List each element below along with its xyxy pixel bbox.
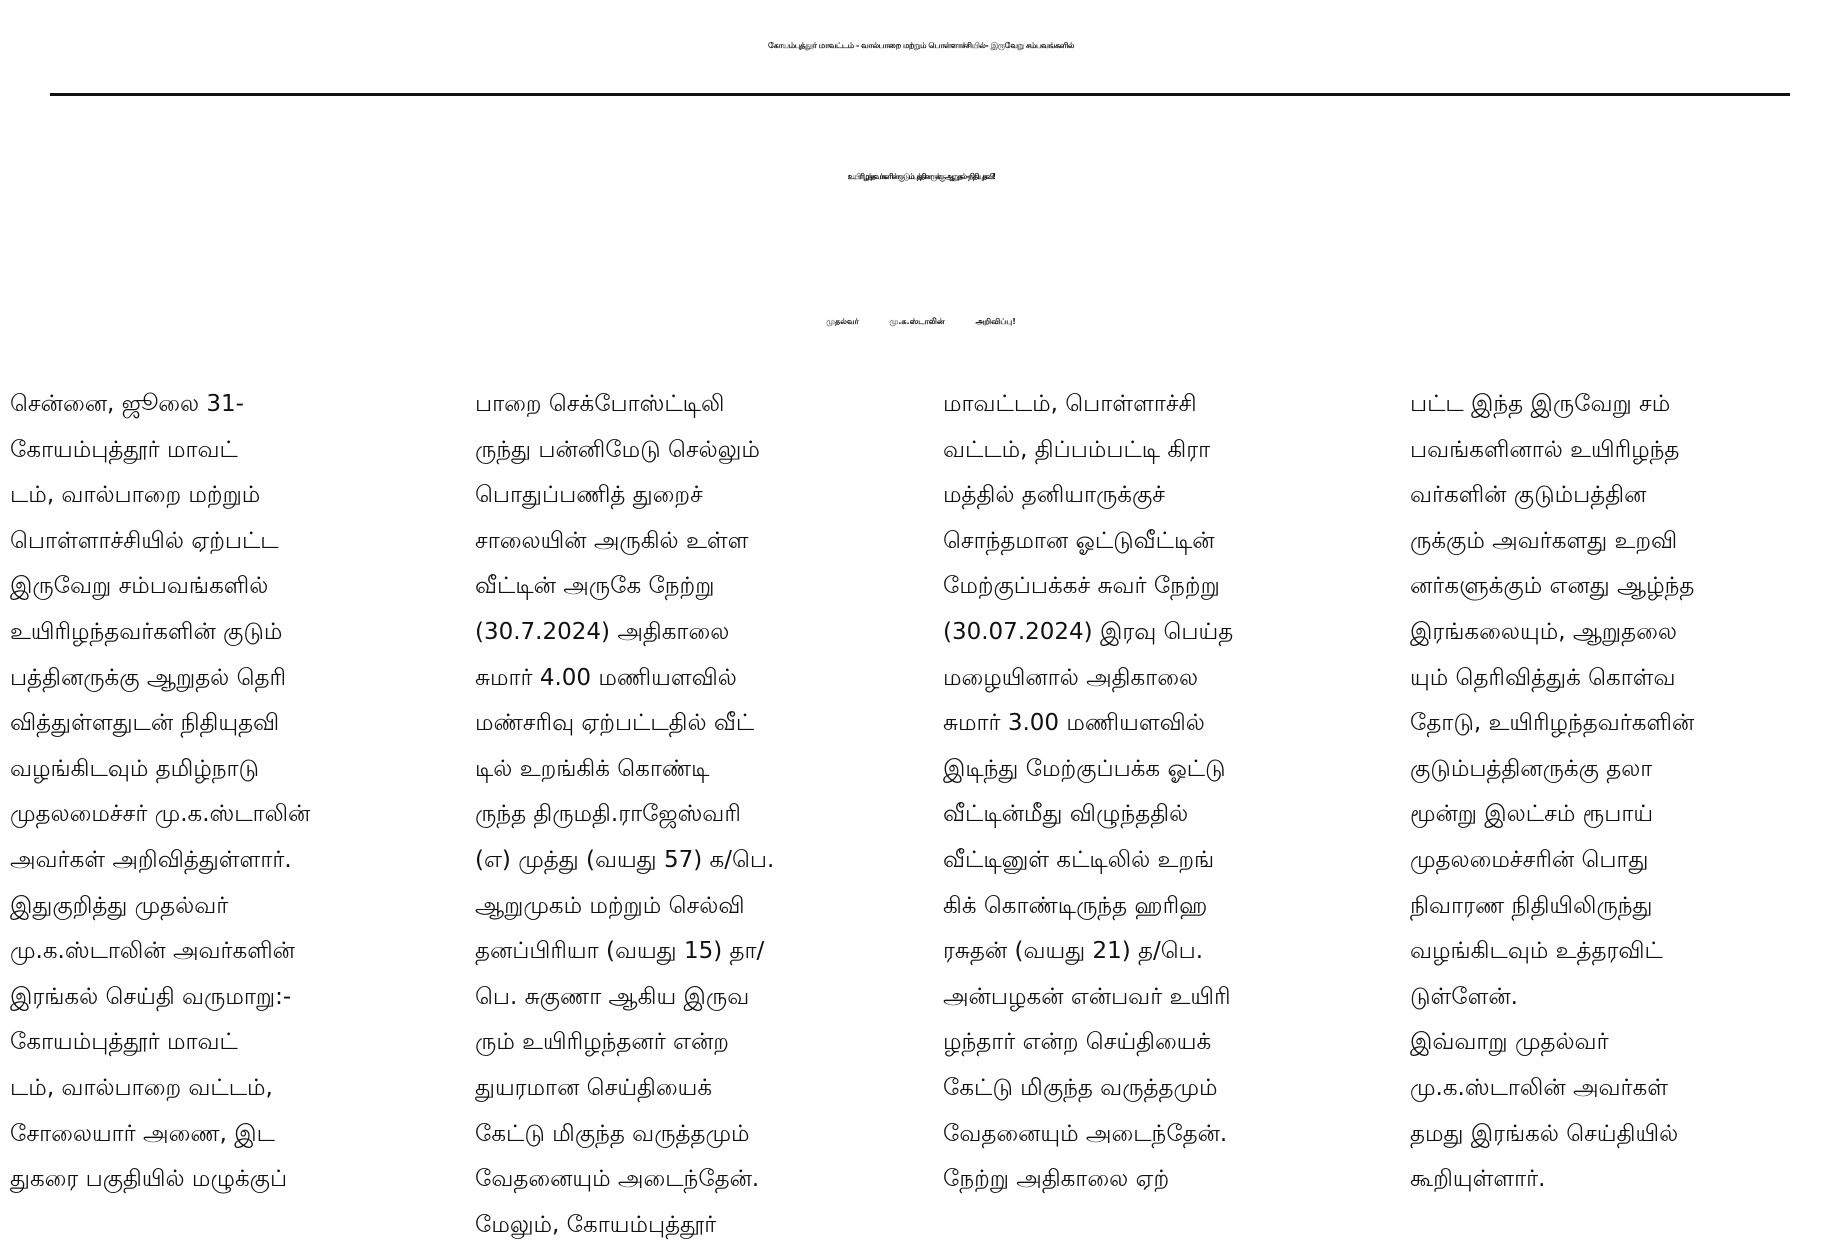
article-line: சொந்தமான ஓட்டுவீட்டின் bbox=[943, 527, 1215, 554]
article-line: (எ) முத்து (வயது 57) க/பெ. bbox=[475, 846, 775, 873]
article-column-1 bbox=[10, 382, 442, 1193]
article-line: சுமார் 4.00 மணியளவில் bbox=[475, 664, 737, 691]
article-line: வேதனையும் அடைந்தேன். bbox=[475, 1166, 760, 1193]
article-line: வழங்கிடவும் தமிழ்நாடு bbox=[10, 755, 260, 782]
article-line: மு.க.ஸ்டாலின் அவர்கள் bbox=[1410, 1074, 1668, 1101]
article-line: மத்தில் தனியாருக்குச் bbox=[943, 482, 1166, 509]
article-line: முதலமைச்சர் மு.க.ஸ்டாலின் bbox=[10, 801, 311, 828]
article-line: இவ்வாறு முதல்வர் bbox=[1410, 1029, 1609, 1056]
article-line: நிவாரண நிதியிலிருந்து bbox=[1410, 892, 1653, 919]
article-line: இரங்கல் செய்தி வருமாறு:- bbox=[10, 983, 292, 1010]
article-line: தோடு, உயிரிழந்தவர்களின் bbox=[1410, 710, 1695, 737]
article-line: சாலையின் அருகில் உள்ள bbox=[475, 527, 749, 554]
article-line: டம், வால்பாறை மற்றும் bbox=[10, 482, 261, 509]
article-line: ழந்தார் என்ற செய்தியைக் bbox=[943, 1029, 1212, 1056]
article-line: முதலமைச்சரின் பொது bbox=[1410, 846, 1649, 873]
article-line: பெ. சுகுணா ஆகிய இருவ bbox=[475, 983, 750, 1010]
kicker-rule bbox=[50, 93, 1790, 96]
article-line: மு.க.ஸ்டாலின் அவர்களின் bbox=[10, 938, 295, 965]
article-line: கேட்டு மிகுந்த வருத்தமும் bbox=[475, 1120, 750, 1147]
headline: உயிரிழந்தவர்களின் குடும்பத்தினருக்கு ஆறுதல் - நிதியுதவி! bbox=[847, 172, 995, 181]
article-line: னர்களுக்கும் எனது ஆழ்ந்த bbox=[1410, 573, 1695, 600]
article-line: தமது இரங்கல் செய்தியில் bbox=[1410, 1120, 1679, 1147]
article-line: துகரை பகுதியில் மழுக்குப் bbox=[10, 1166, 288, 1193]
article-line: ருந்து பன்னிமேடு செல்லும் bbox=[475, 436, 760, 463]
article-line: துயரமான செய்தியைக் bbox=[475, 1074, 713, 1101]
article-column-4 bbox=[1410, 382, 1842, 1193]
subhead: முதல்வர் மு.க.ஸ்டாலின் அறிவிப்பு! bbox=[826, 317, 1016, 326]
article-line: நேற்று அதிகாலை ஏற் bbox=[943, 1166, 1170, 1193]
article-line: இருவேறு சம்பவங்களில் bbox=[10, 573, 269, 600]
article-line: வழங்கிடவும் உத்தரவிட் bbox=[1410, 938, 1663, 965]
article-column-3 bbox=[943, 382, 1375, 1193]
article-line: (30.07.2024) இரவு பெய்த bbox=[943, 618, 1234, 645]
article-line: கிக் கொண்டிருந்த ஹரிஹ bbox=[943, 892, 1208, 919]
article-line: குடும்பத்தினருக்கு தலா bbox=[1410, 755, 1653, 782]
article-line: கோயம்புத்தூர் மாவட் bbox=[10, 1029, 238, 1056]
article-line: வீட்டினுள் கட்டிலில் உறங் bbox=[943, 846, 1215, 873]
article-line: இடிந்து மேற்குப்பக்க ஓட்டு bbox=[943, 755, 1226, 782]
article-line: பட்ட இந்த இருவேறு சம் bbox=[1410, 391, 1671, 417]
article-line: வட்டம், திப்பம்பட்டி கிரா bbox=[943, 436, 1211, 463]
article-line: மண்சரிவு ஏற்பட்டதில் வீட் bbox=[475, 710, 755, 737]
article-column-2 bbox=[475, 382, 907, 1238]
article-line: வீட்டின்மீது விழுந்ததில் bbox=[943, 801, 1189, 828]
article-line: மூன்று இலட்சம் ரூபாய் bbox=[1410, 801, 1654, 828]
article-line: பொள்ளாச்சியில் ஏற்பட்ட bbox=[10, 527, 279, 554]
article-line: ருக்கும் அவர்களது உறவி bbox=[1410, 527, 1678, 554]
article-line: பத்தினருக்கு ஆறுதல் தெரி bbox=[10, 664, 287, 691]
article-line: அன்பழகன் என்பவர் உயிரி bbox=[943, 983, 1231, 1010]
article-line: அவர்கள் அறிவித்துள்ளார். bbox=[10, 846, 292, 873]
article-line: மேற்குப்பக்கச் சுவர் நேற்று bbox=[943, 573, 1220, 600]
article-line: உயிரிழந்தவர்களின் குடும் bbox=[10, 618, 283, 645]
article-line: ரும் உயிரிழந்தனர் என்ற bbox=[475, 1029, 729, 1056]
article-line: யும் தெரிவித்துக் கொள்வ bbox=[1410, 664, 1676, 691]
article-line: வேதனையும் அடைந்தேன். bbox=[943, 1120, 1228, 1147]
article-line: டுள்ளேன். bbox=[1410, 983, 1518, 1010]
article-line: ருந்த திருமதி.ராஜேஸ்வரி bbox=[475, 801, 741, 828]
article-line: தனப்பிரியா (வயது 15) தா/ bbox=[475, 938, 765, 965]
article-line: இதுகுறித்து முதல்வர் bbox=[10, 892, 229, 919]
article-line: கோயம்புத்தூர் மாவட் bbox=[10, 436, 238, 463]
article-line: மாவட்டம், பொள்ளாச்சி bbox=[943, 391, 1197, 417]
article-line: ரசுதன் (வயது 21) த/பெ. bbox=[943, 938, 1204, 965]
article-line: டில் உறங்கிக் கொண்டி bbox=[475, 755, 710, 782]
article-line: பாறை செக்போஸ்ட்டிலி bbox=[475, 391, 725, 417]
article-line: டம், வால்பாறை வட்டம், bbox=[10, 1074, 273, 1101]
article-line: இரங்கலையும், ஆறுதலை bbox=[1410, 618, 1677, 645]
article-line: வீட்டின் அருகே நேற்று bbox=[475, 573, 715, 600]
article-line: பொதுப்பணித் துறைச் bbox=[475, 482, 703, 509]
article-line: பவங்களினால் உயிரிழந்த bbox=[1410, 436, 1680, 463]
article-line: வித்துள்ளதுடன் நிதியுதவி bbox=[10, 710, 280, 737]
article-line: ஆறுமுகம் மற்றும் செல்வி bbox=[475, 892, 745, 919]
article-line: சுமார் 3.00 மணியளவில் bbox=[943, 710, 1205, 737]
article-line: மழையினால் அதிகாலை bbox=[943, 664, 1199, 691]
article-line: வர்களின் குடும்பத்தின bbox=[1410, 482, 1647, 509]
kicker-line: கோயம்புத்தூர் மாவட்டம் - வால்பாறை மற்றும் பொள்ளாச்சியில்- இருவேறு சம்பவங்களில் bbox=[767, 41, 1075, 50]
article-line: சென்னை, ஜூலை 31- bbox=[10, 391, 244, 417]
article-line: கூறியுள்ளார். bbox=[1410, 1166, 1546, 1193]
article-line: (30.7.2024) அதிகாலை bbox=[475, 618, 730, 645]
article-line: சோலையார் அணை, இட bbox=[10, 1120, 275, 1147]
article-line: கேட்டு மிகுந்த வருத்தமும் bbox=[943, 1074, 1218, 1101]
article-line: மேலும், கோயம்புத்தூர் bbox=[475, 1211, 717, 1238]
